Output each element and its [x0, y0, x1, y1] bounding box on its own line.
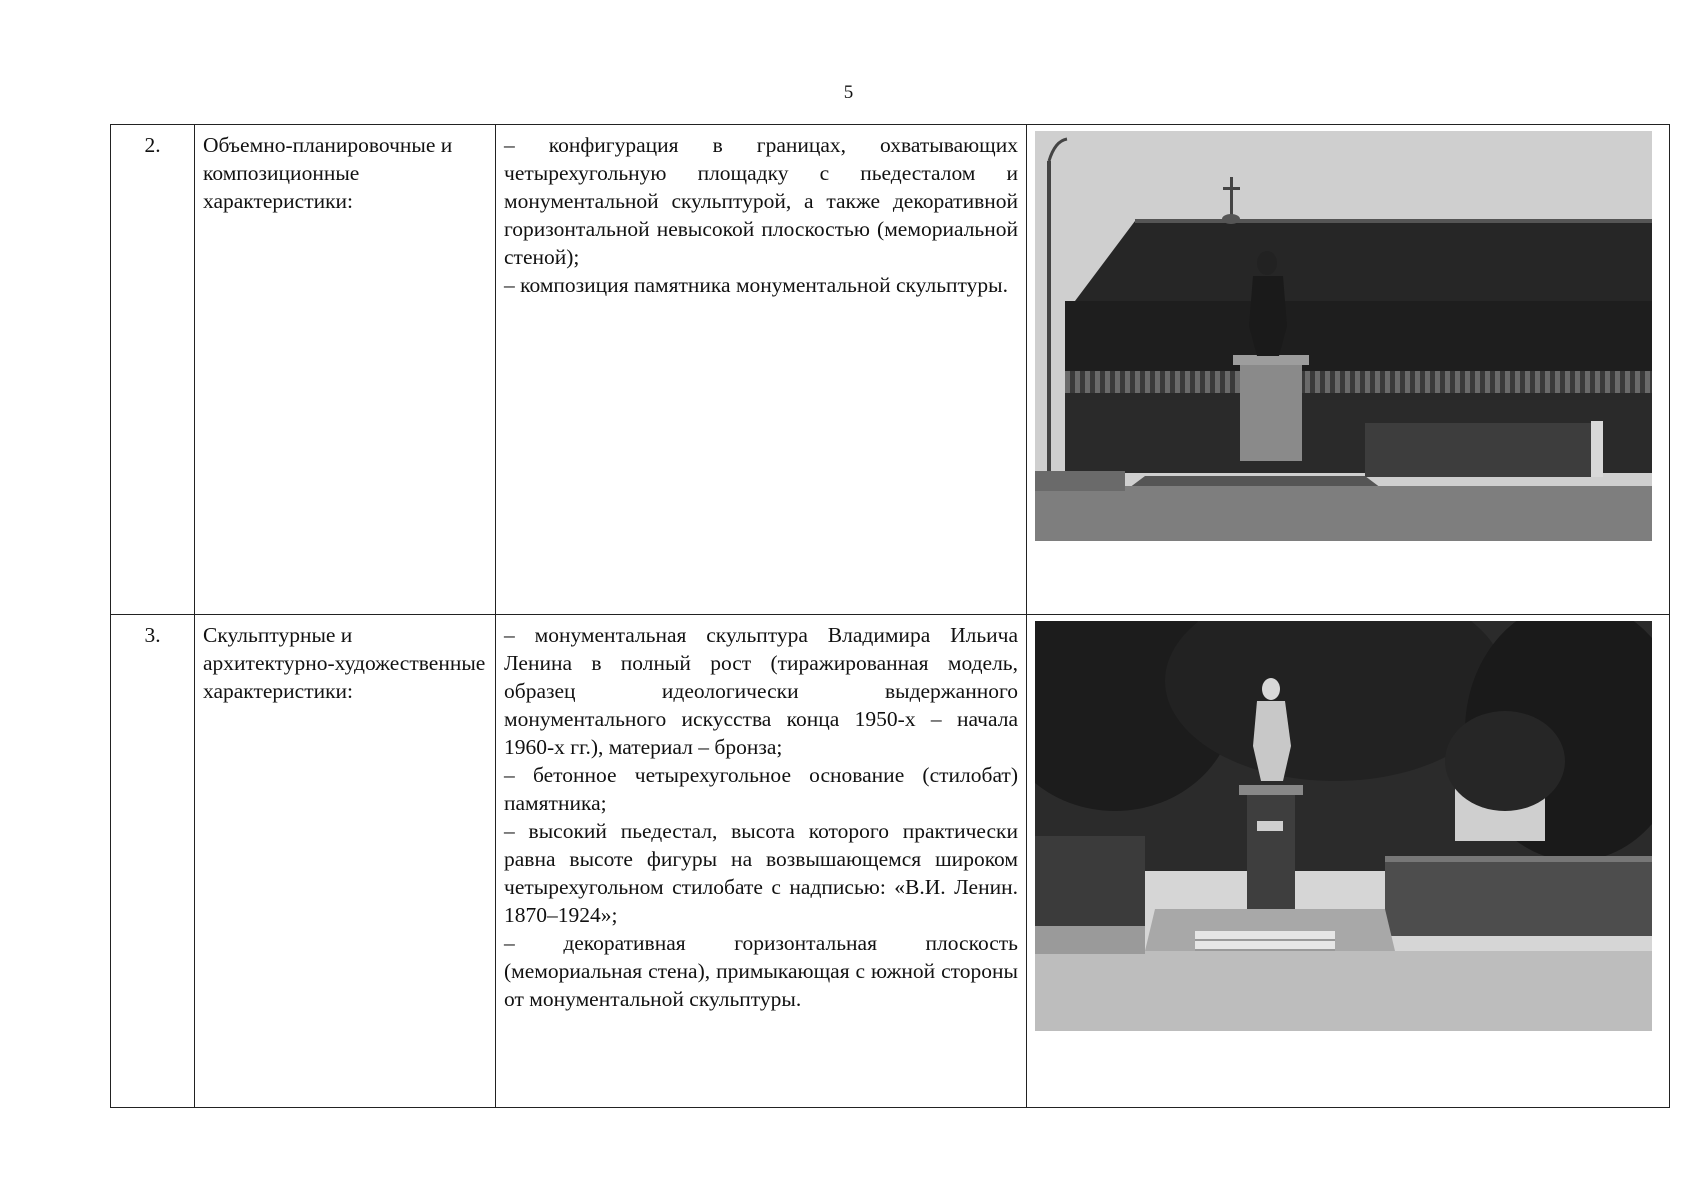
description-item: – композиция памятника монументальной скульптуры. [504, 273, 1008, 297]
description-item: – бетонное четырехугольное основание (стилобат) памятника; [504, 763, 1018, 815]
photo-image [1035, 131, 1652, 541]
description-item: – декоративная горизонтальная плоскость (мемориальная стена), примыкающая с южной стороны от монументальной скульптуры. [504, 931, 1018, 1011]
characteristics-table [110, 124, 1670, 1108]
description-item: – высокий пьедестал, высота которого практически равна высоте фигуры на возвышающемся широком четырехугольном стилобате с надписью: «В.И. Ленин. 1870–1924»; [504, 819, 1018, 927]
page-number: 5 [843, 82, 854, 103]
table-row [111, 615, 1670, 1108]
monument-photo-trees [1035, 621, 1652, 1031]
row-name: Скульптурные и архитектурно-художественные характеристики: [195, 615, 496, 1108]
monument-photo-building [1035, 131, 1652, 541]
description-item: – конфигурация в границах, охватывающих четырехугольную площадку с пьедесталом и монументальной скульптурой, а также декоративной горизонтальной невысокой плоскостью (мемориальной стеной); [504, 133, 1018, 269]
table-row [111, 125, 1670, 615]
photo-cell [1027, 615, 1670, 1108]
photo-image [1035, 621, 1652, 1031]
photo-cell [1027, 125, 1670, 615]
row-number: 3. [111, 615, 195, 1108]
description-item: – монументальная скульптура Владимира Ильича Ленина в полный рост (тиражированная модель, образец идеологически выдержанного монументального искусства конца 1950-х – начала 1960-х гг.), материал – бронза; [504, 623, 1018, 759]
row-name: Объемно-планировочные и композиционные характеристики: [195, 125, 496, 615]
row-description [496, 125, 1027, 615]
row-number: 2. [111, 125, 195, 615]
row-description [496, 615, 1027, 1108]
